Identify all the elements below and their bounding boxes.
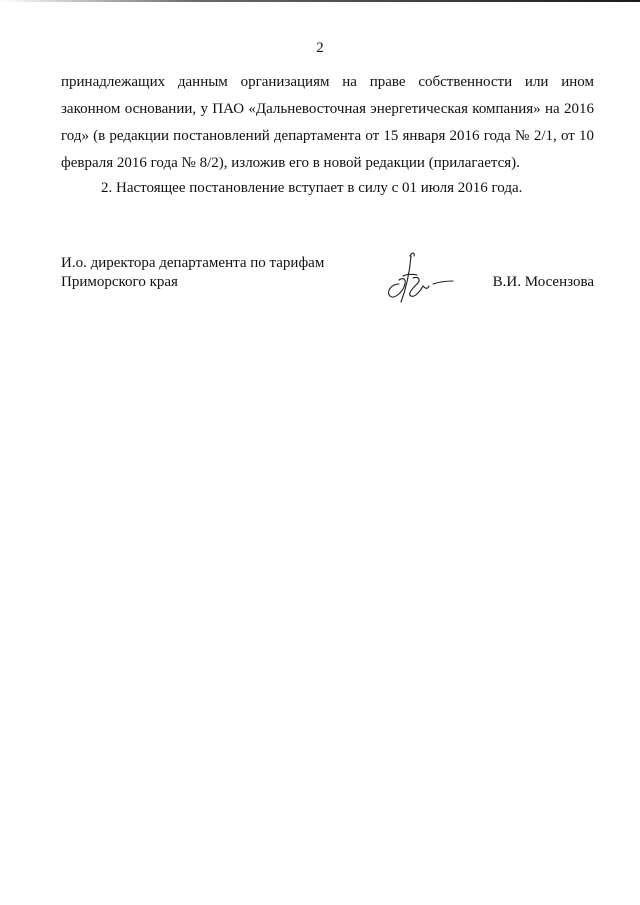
paragraph-line: законном основании, у ПАО «Дальневосточная энергетическая компания» на 2016	[61, 101, 594, 117]
paragraph-line: год» (в редакции постановлений департамента от 15 января 2016 года № 2/1, от 10	[61, 128, 594, 144]
signature-block	[61, 254, 594, 314]
paragraph-line: принадлежащих данным организациям на праве собственности или ином	[61, 74, 594, 90]
scan-edge	[0, 0, 640, 2]
signer-title-line: И.о. директора департамента по тарифам	[61, 255, 325, 271]
handwritten-signature-icon	[377, 246, 457, 316]
signer-title	[61, 254, 324, 292]
page-number: 2	[316, 40, 324, 56]
signer-title-line: Приморского края	[61, 274, 178, 290]
paragraph-line: февраля 2016 года № 8/2), изложив его в новой редакции (прилагается).	[61, 155, 520, 171]
paragraph-continuation	[61, 69, 594, 177]
signer-name: В.И. Мосензова	[492, 274, 594, 290]
paragraph-effective-date: 2. Настоящее постановление вступает в силу с 01 июля 2016 года.	[101, 180, 523, 196]
